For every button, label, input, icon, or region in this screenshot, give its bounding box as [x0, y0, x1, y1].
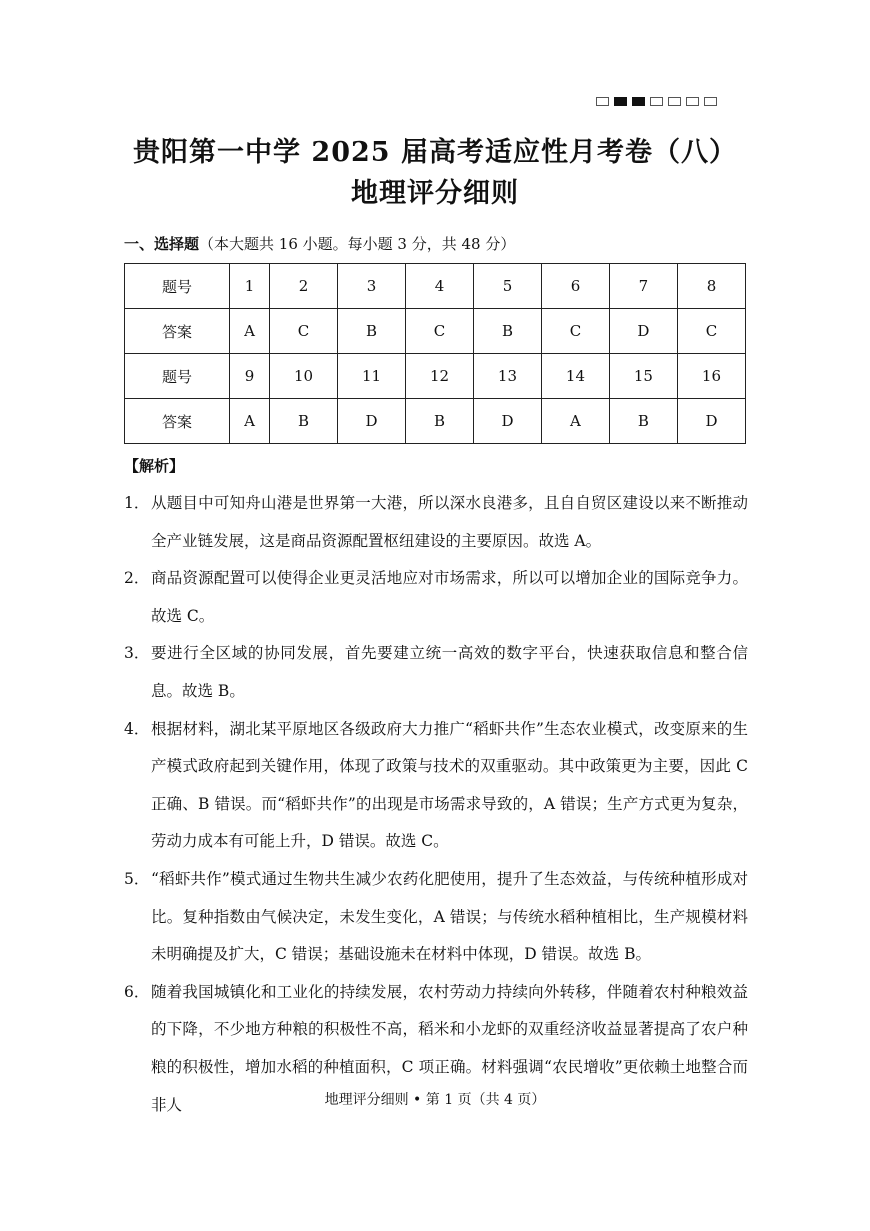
table-cell: 8: [677, 264, 745, 309]
page-marker-box: [614, 97, 627, 106]
table-cell: D: [609, 309, 677, 354]
analysis-item: [124, 711, 748, 861]
table-cell: 5: [473, 264, 541, 309]
table-cell: 15: [609, 354, 677, 399]
table-cell: 11: [338, 354, 406, 399]
exam-subtitle: 地理评分细则: [351, 178, 519, 209]
page-marker-box: [668, 97, 681, 106]
table-cell: B: [406, 399, 474, 444]
table-row: [125, 399, 746, 444]
table-cell: 3: [338, 264, 406, 309]
table-cell: C: [541, 309, 609, 354]
item-number: 6．: [124, 982, 150, 1001]
table-cell: 2: [270, 264, 338, 309]
answer-table: [124, 263, 746, 444]
row-label-cell: 答案: [125, 309, 230, 354]
table-cell: A: [541, 399, 609, 444]
section-heading: [124, 233, 515, 254]
page-marker-box: [596, 97, 609, 106]
analysis-heading: 【解析】: [124, 457, 185, 475]
table-cell: D: [677, 399, 745, 444]
page-marker-box: [704, 97, 717, 106]
table-cell: D: [338, 399, 406, 444]
item-text: 随着我国城镇化和工业化的持续发展，农村劳动力持续向外转移，伴随着农村种粮效益的下降，不少地方种粮的积极性不高，稻米和小龙虾的双重经济收益显著提高了农户种粮的积极性，增加水稻的种植面积，C 项正确。材料强调“农民增收”更依赖土地整合而非人: [151, 982, 748, 1114]
page-marker-box: [632, 97, 645, 106]
row-label-cell: 答案: [125, 399, 230, 444]
row-label-cell: 题号: [125, 264, 230, 309]
item-number: 4．: [124, 719, 150, 738]
table-row: [125, 264, 746, 309]
table-cell: B: [609, 399, 677, 444]
table-cell: B: [270, 399, 338, 444]
table-cell: 13: [473, 354, 541, 399]
item-number: 2．: [124, 569, 150, 588]
analysis-item: [124, 560, 748, 635]
table-cell: 12: [406, 354, 474, 399]
item-text: 要进行全区域的协同发展，首先要建立统一高效的数字平台，快速获取信息和整合信息。故选 B。: [151, 644, 748, 700]
section-label: 一、选择题: [124, 235, 200, 253]
table-cell: C: [677, 309, 745, 354]
table-cell: C: [270, 309, 338, 354]
item-text: 商品资源配置可以使得企业更灵活地应对市场需求，所以可以增加企业的国际竞争力。故选 C。: [151, 569, 748, 625]
page-marker-box: [686, 97, 699, 106]
page-footer: 地理评分细则 • 第 1 页（共 4 页）: [324, 1092, 546, 1108]
analysis-item: [124, 635, 748, 710]
item-text: “稻虾共作”模式通过生物共生减少农药化肥使用，提升了生态效益，与传统种植形成对比。复种指数由气候决定，未发生变化，A 错误；与传统水稻种植相比，生产规模材料未明确提及扩大，C 错误；基础设施未在材料中体现，D 错误。故选 B。: [151, 869, 748, 964]
table-cell: 16: [677, 354, 745, 399]
analysis-item: [124, 485, 748, 560]
table-cell: 10: [270, 354, 338, 399]
table-cell: D: [473, 399, 541, 444]
page-marker-boxes: [596, 97, 717, 106]
item-number: 5．: [124, 869, 150, 888]
table-cell: A: [229, 309, 269, 354]
analysis-item: [124, 861, 748, 974]
table-cell: C: [406, 309, 474, 354]
table-cell: 9: [229, 354, 269, 399]
table-cell: A: [229, 399, 269, 444]
table-cell: 6: [541, 264, 609, 309]
table-cell: B: [338, 309, 406, 354]
table-cell: 1: [229, 264, 269, 309]
analysis-list: [124, 485, 748, 1124]
section-note: （本大题共 16 小题。每小题 3 分，共 48 分）: [199, 235, 516, 253]
table-cell: 14: [541, 354, 609, 399]
item-number: 3．: [124, 644, 150, 663]
table-cell: 7: [609, 264, 677, 309]
item-text: 根据材料，湖北某平原地区各级政府大力推广“稻虾共作”生态农业模式，改变原来的生产模式政府起到关键作用，体现了政策与技术的双重驱动。其中政策更为主要，因此 C 正确、B 错误。而“稻虾共作”的出现是市场需求导致的，A 错误；生产方式更为复杂，劳动力成本有可能上升，D 错误。故选 C。: [151, 719, 748, 851]
exam-title: 贵阳第一中学 2025 届高考适应性月考卷（八）: [133, 137, 737, 168]
table-cell: B: [473, 309, 541, 354]
table-cell: 4: [406, 264, 474, 309]
page-marker-box: [650, 97, 663, 106]
row-label-cell: 题号: [125, 354, 230, 399]
table-row: [125, 309, 746, 354]
item-number: 1．: [124, 494, 150, 512]
item-text: 从题目中可知舟山港是世界第一大港，所以深水良港多，且自自贸区建设以来不断推动全产业链发展，这是商品资源配置枢纽建设的主要原因。故选 A。: [151, 494, 748, 550]
table-row: [125, 354, 746, 399]
